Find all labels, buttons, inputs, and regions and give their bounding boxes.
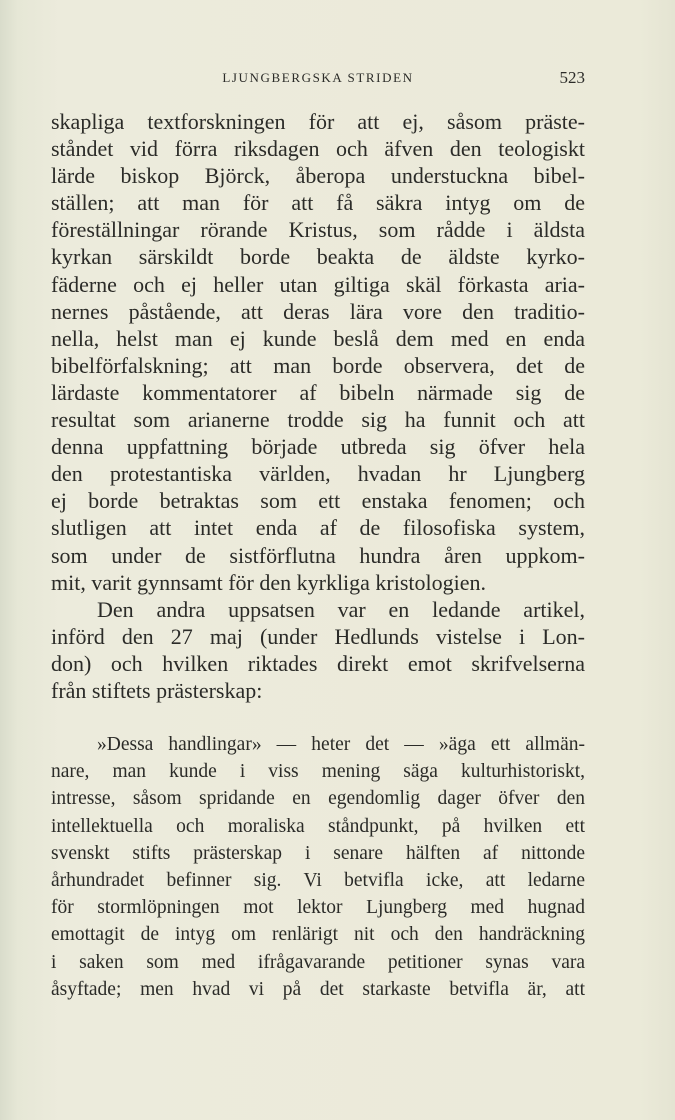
text-line: från stiftets prästerskap:: [51, 678, 263, 704]
text-line: nare, man kunde i viss mening säga kulturhistoriskt,: [51, 761, 585, 783]
text-line: skapliga textforskningen för att ej, såsom präste-: [51, 109, 585, 134]
text-line: ställen; att man för att få säkra intyg om de: [51, 190, 585, 216]
text-line: lärde biskop Björck, åberopa understuckna bibel-: [51, 163, 585, 189]
text-line: »Dessa handlingar» — heter det — »äga ett allmän-: [97, 734, 585, 755]
page-header: [51, 68, 585, 90]
text-line: intresse, såsom spridande en egendomlig dager öfver den: [51, 788, 585, 810]
text-line: lärdaste kommentatorer af bibeln närmade sig de: [51, 379, 585, 405]
text-line: nella, helst man ej kunde beslå dem med en enda: [51, 325, 585, 351]
text-line: nernes påstående, att deras lära vore den traditio-: [51, 298, 585, 324]
text-line: som under de sistförflutna hundra åren uppkom-: [51, 542, 585, 568]
text-line: århundradet befinner sig. Vi betvifla icke, att ledarne: [51, 869, 585, 891]
text-line: i saken som med ifrågavarande petitioner synas vara: [51, 951, 585, 973]
paragraph-1: [51, 108, 585, 596]
text-line: kyrkan särskildt borde beakta de äldste kyrko-: [51, 244, 585, 270]
text-line: svenskt stifts prästerskap i senare hälften af nittonde: [51, 842, 585, 864]
text-line: ej borde betraktas som ett enstaka fenomen; och: [51, 488, 585, 514]
text-line: bibelförfalskning; att man borde observera, det de: [51, 352, 585, 378]
text-line: ståndet vid förra riksdagen och äfven den teologiskt: [51, 136, 585, 162]
text-line: fäderne och ej heller utan giltiga skäl förkasta aria-: [51, 271, 585, 297]
page-number: 523: [559, 68, 585, 87]
text-line: emottagit de intyg om renlärigt nit och den handräckning: [51, 924, 585, 946]
text-line: mit, varit gynnsamt för den kyrkliga kristologien.: [51, 569, 487, 595]
text-line: Den andra uppsatsen var en ledande artikel,: [97, 597, 585, 622]
text-line: don) och hvilken riktades direkt emot skrifvelserna: [51, 651, 585, 677]
text-line: föreställningar rörande Kristus, som rådde i äldsta: [51, 217, 585, 243]
text-line: intellektuella och moraliska ståndpunkt, på hvilken ett: [51, 815, 585, 837]
text-line: för stormlöpningen mot lektor Ljungberg med hugnad: [51, 897, 585, 919]
text-line: resultat som arianerne trodde sig ha funnit och att: [51, 407, 585, 433]
text-line: införd den 27 maj (under Hedlunds vistelse i Lon-: [51, 624, 585, 650]
text-line: den protestantiska världen, hvadan hr Ljungberg: [51, 461, 585, 487]
text-line: slutligen att intet enda af de filosofiska system,: [51, 515, 585, 541]
running-title: LJUNGBERGSKA STRIDEN: [222, 70, 414, 85]
text-line: denna uppfattning började utbreda sig öfver hela: [51, 434, 585, 460]
text-line: åsyftade; men hvad vi på det starkaste betvifla är, att: [51, 978, 585, 1000]
block-quote: [51, 731, 585, 1003]
paragraph-2: [51, 596, 585, 704]
